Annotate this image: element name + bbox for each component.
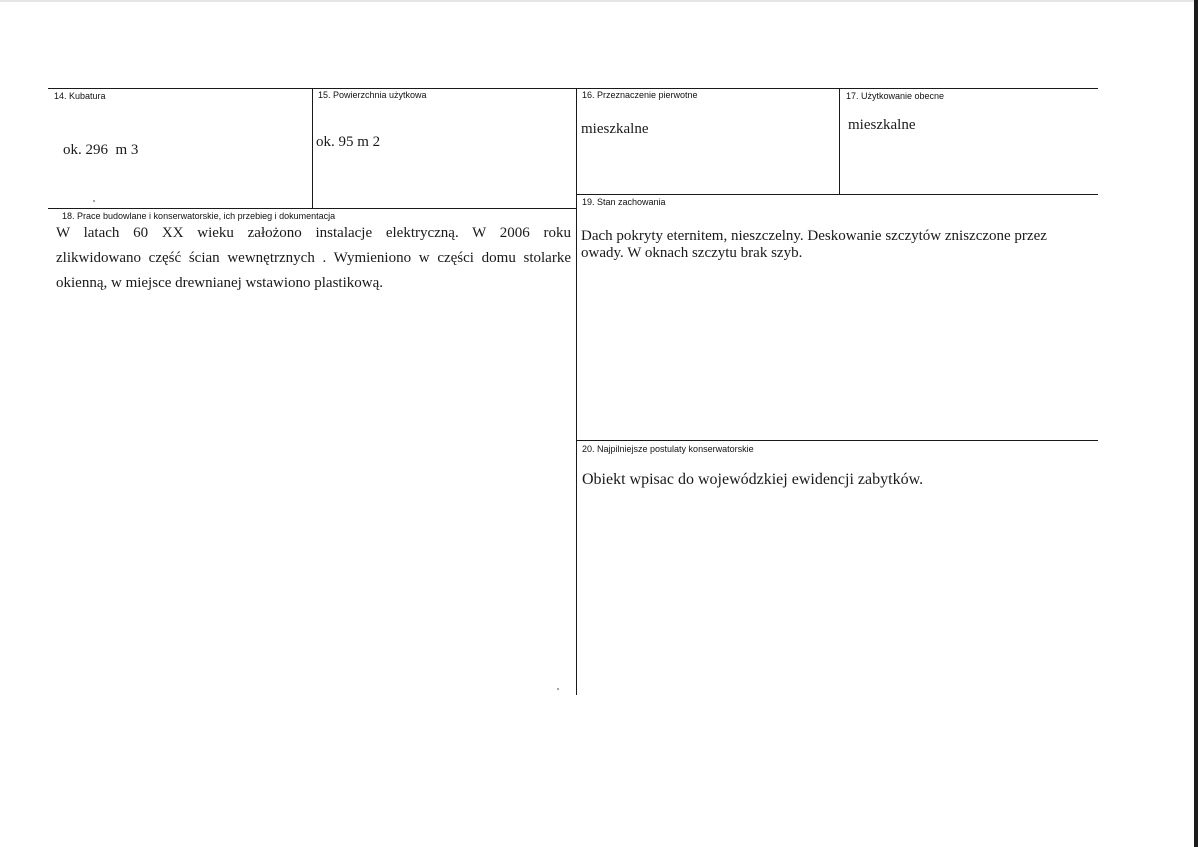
divider-center xyxy=(576,88,577,695)
rule-above-18 xyxy=(48,208,576,209)
field-17-value: mieszkalne xyxy=(848,117,916,133)
field-15-label: 15. Powierzchnia użytkowa xyxy=(318,90,427,100)
divider-14-15 xyxy=(312,88,313,208)
field-15-value: ok. 95 m 2 xyxy=(316,134,381,150)
field-18-text xyxy=(56,221,571,296)
scan-speck xyxy=(93,200,95,202)
top-rule xyxy=(48,88,1098,89)
field-19-line-1: Dach pokryty eternitem, nieszczelny. Deskowanie szczytów zniszczone przez xyxy=(581,228,1047,244)
rule-above-19 xyxy=(576,194,1098,195)
field-16-value: mieszkalne xyxy=(581,121,649,137)
field-14-label: 14. Kubatura xyxy=(54,91,106,101)
field-17-label: 17. Użytkowanie obecne xyxy=(846,91,945,101)
field-19-text xyxy=(581,228,1101,262)
field-18-line-1: W latach 60 XX wieku założono instalacje elektryczną. W 2006 roku xyxy=(56,225,571,241)
field-16-label: 16. Przeznaczenie pierwotne xyxy=(582,90,698,100)
field-19-line-2: owady. W oknach szczytu brak szyb. xyxy=(581,245,803,261)
field-19-label: 19. Stan zachowania xyxy=(582,197,666,207)
scan-speck xyxy=(557,688,559,690)
field-18-line-2: zlikwidowano część ścian wewnętrznych . Wymieniono w części domu stolarke xyxy=(56,250,571,266)
divider-16-17 xyxy=(839,88,840,195)
scan-edge-top xyxy=(0,0,1198,2)
scan-edge-right xyxy=(1194,0,1198,847)
rule-above-20 xyxy=(576,440,1098,441)
field-20-value: Obiekt wpisac do wojewódzkiej ewidencji zabytków. xyxy=(582,471,924,488)
field-14-value: ok. 296 m 3 xyxy=(63,142,139,158)
field-18-label: 18. Prace budowlane i konserwatorskie, ich przebieg i dokumentacja xyxy=(62,211,336,221)
field-20-label: 20. Najpilniejsze postulaty konserwatorskie xyxy=(582,444,754,454)
field-18-line-3: okienną, w miejsce drewnianej wstawiono plastikową. xyxy=(56,275,383,291)
